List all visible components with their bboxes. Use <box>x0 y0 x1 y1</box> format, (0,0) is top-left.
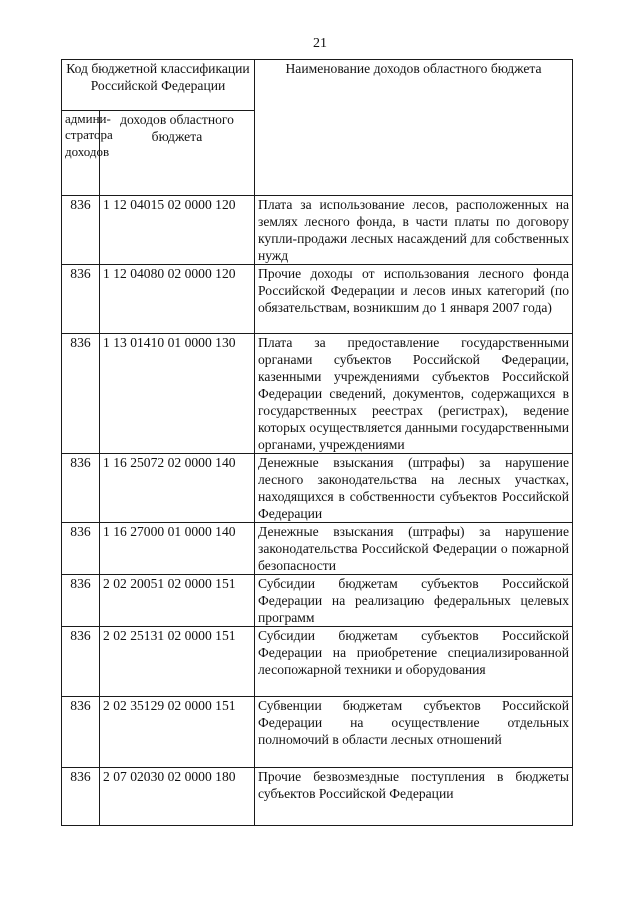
revenue-name-cell: Субсидии бюджетам субъектов Российской Федерации на реализацию федеральных целевых программ <box>255 575 573 627</box>
table-row <box>62 523 573 575</box>
header-revenue-name: Наименование доходов областного бюджета <box>255 60 573 196</box>
income-code-cell: 1 16 25072 02 0000 140 <box>100 454 255 523</box>
revenue-name-cell: Плата за предоставление государственными органами субъектов Российской Федерации, казенными учреждениями субъектов Российской Федерации сведений, документов, содержащихся в государственных реестрах (регистрах), ведение которых осуществляется данными государственными органами, учреждениями <box>255 334 573 454</box>
admin-code-cell: 836 <box>62 454 100 523</box>
table-row <box>62 627 573 697</box>
table-row <box>62 454 573 523</box>
revenue-name-cell: Субвенции бюджетам субъектов Российской Федерации на осуществление отдельных полномочий в области лесных отношений <box>255 697 573 768</box>
table-row <box>62 196 573 265</box>
income-code-cell: 1 12 04015 02 0000 120 <box>100 196 255 265</box>
revenue-name-cell: Денежные взыскания (штрафы) за нарушение законодательства Российской Федерации о пожарной безопасности <box>255 523 573 575</box>
income-code-cell: 2 07 02030 02 0000 180 <box>100 768 255 826</box>
admin-code-cell: 836 <box>62 575 100 627</box>
budget-classification-table <box>61 59 573 826</box>
header-administrator: админи-стратора доходов <box>62 111 100 196</box>
income-code-cell: 1 16 27000 01 0000 140 <box>100 523 255 575</box>
table-row <box>62 575 573 627</box>
page-number: 21 <box>313 36 327 51</box>
revenue-name-cell: Денежные взыскания (штрафы) за нарушение лесного законодательства на лесных участках, находящихся в собственности субъектов Российской Федерации <box>255 454 573 523</box>
income-code-cell: 2 02 25131 02 0000 151 <box>100 627 255 697</box>
admin-code-cell: 836 <box>62 196 100 265</box>
table-row <box>62 768 573 826</box>
admin-code-cell: 836 <box>62 265 100 334</box>
revenue-name-cell: Прочие безвозмездные поступления в бюджеты субъектов Российской Федерации <box>255 768 573 826</box>
revenue-name-cell: Субсидии бюджетам субъектов Российской Федерации на приобретение специализированной лесопожарной техники и оборудования <box>255 627 573 697</box>
income-code-cell: 1 13 01410 01 0000 130 <box>100 334 255 454</box>
admin-code-cell: 836 <box>62 768 100 826</box>
header-income-code: доходов областного бюджета <box>100 111 255 196</box>
table-row <box>62 697 573 768</box>
income-code-cell: 2 02 20051 02 0000 151 <box>100 575 255 627</box>
income-code-cell: 2 02 35129 02 0000 151 <box>100 697 255 768</box>
table-row <box>62 334 573 454</box>
admin-code-cell: 836 <box>62 627 100 697</box>
income-code-cell: 1 12 04080 02 0000 120 <box>100 265 255 334</box>
revenue-name-cell: Плата за использование лесов, расположенных на землях лесного фонда, в части платы по договору купли-продажи лесных насаждений для собственных нужд <box>255 196 573 265</box>
revenue-name-cell: Прочие доходы от использования лесного фонда Российской Федерации и лесов иных категорий (по обязательствам, возникшим до 1 января 2007 года) <box>255 265 573 334</box>
admin-code-cell: 836 <box>62 523 100 575</box>
admin-code-cell: 836 <box>62 334 100 454</box>
header-budget-classification-code: Код бюджетной классификации Российской Федерации <box>62 60 255 111</box>
table-row <box>62 265 573 334</box>
admin-code-cell: 836 <box>62 697 100 768</box>
